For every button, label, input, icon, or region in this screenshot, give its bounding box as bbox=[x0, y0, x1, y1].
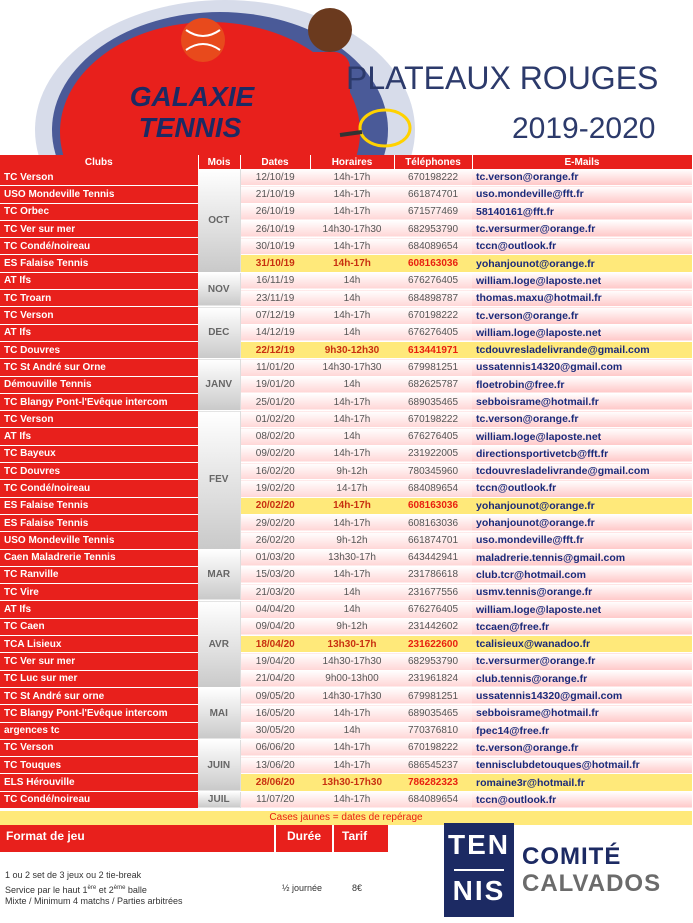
month-cell: MAI bbox=[198, 687, 240, 739]
phone-cell: 684089654 bbox=[394, 791, 472, 808]
email-link[interactable]: yohanjounot@orange.fr bbox=[472, 497, 692, 514]
phone-cell: 684089654 bbox=[394, 238, 472, 255]
club-cell: TC Verson bbox=[0, 307, 198, 324]
format-header: Format de jeu bbox=[0, 825, 274, 852]
phone-cell: 689035465 bbox=[394, 705, 472, 722]
time-cell: 14h-17h bbox=[310, 238, 394, 255]
club-cell: AT Ifs bbox=[0, 601, 198, 618]
phone-cell: 686545237 bbox=[394, 757, 472, 774]
date-cell: 28/06/20 bbox=[240, 774, 310, 791]
date-cell: 04/04/20 bbox=[240, 601, 310, 618]
table-row bbox=[0, 255, 692, 272]
time-cell: 14h-17h bbox=[310, 791, 394, 808]
tarif-header: Tarif bbox=[334, 825, 388, 852]
phone-cell: 231442602 bbox=[394, 618, 472, 635]
tennis-logo bbox=[444, 823, 514, 917]
email-link[interactable]: tc.verson@orange.fr bbox=[472, 739, 692, 756]
phone-cell: 643442941 bbox=[394, 549, 472, 566]
email-link[interactable]: ussatennis14320@gmail.com bbox=[472, 687, 692, 704]
phone-cell: 670198222 bbox=[394, 307, 472, 324]
email-link[interactable]: club.tcr@hotmail.com bbox=[472, 566, 692, 583]
date-cell: 20/02/20 bbox=[240, 497, 310, 514]
date-cell: 25/01/20 bbox=[240, 393, 310, 410]
email-link[interactable]: thomas.maxu@hotmail.fr bbox=[472, 290, 692, 307]
kid-body bbox=[298, 52, 350, 122]
logo-line2: TENNIS bbox=[138, 112, 242, 143]
club-cell: AT Ifs bbox=[0, 272, 198, 289]
time-cell: 14h-17h bbox=[310, 566, 394, 583]
email-link[interactable]: tennisclubdetouques@hotmail.fr bbox=[472, 757, 692, 774]
month-cell: FEV bbox=[198, 411, 240, 549]
date-cell: 29/02/20 bbox=[240, 514, 310, 531]
time-cell: 14h bbox=[310, 376, 394, 393]
table-row bbox=[0, 272, 692, 289]
table-row bbox=[0, 376, 692, 393]
date-cell: 16/05/20 bbox=[240, 705, 310, 722]
table-row bbox=[0, 480, 692, 497]
email-link[interactable]: club.tennis@orange.fr bbox=[472, 670, 692, 687]
phone-cell: 231961824 bbox=[394, 670, 472, 687]
time-cell: 14h bbox=[310, 722, 394, 739]
tennis-ball-icon bbox=[181, 18, 225, 62]
logo-line1: GALAXIE bbox=[129, 81, 255, 112]
table-row bbox=[0, 549, 692, 566]
club-cell: AT Ifs bbox=[0, 324, 198, 341]
club-cell: TCA Lisieux bbox=[0, 636, 198, 653]
table-row bbox=[0, 670, 692, 687]
date-cell: 19/02/20 bbox=[240, 480, 310, 497]
club-cell: argences tc bbox=[0, 722, 198, 739]
club-cell: TC Condé/noireau bbox=[0, 480, 198, 497]
month-cell: OCT bbox=[198, 169, 240, 272]
table-row bbox=[0, 186, 692, 203]
date-cell: 11/01/20 bbox=[240, 359, 310, 376]
month-cell: JUIL bbox=[198, 791, 240, 808]
date-cell: 21/10/19 bbox=[240, 186, 310, 203]
time-cell: 14-17h bbox=[310, 480, 394, 497]
col-header-mois: Mois bbox=[198, 155, 240, 169]
date-cell: 13/06/20 bbox=[240, 757, 310, 774]
email-link[interactable]: tc.verson@orange.fr bbox=[472, 307, 692, 324]
time-cell: 9h-12h bbox=[310, 618, 394, 635]
date-cell: 16/02/20 bbox=[240, 463, 310, 480]
time-cell: 13h30-17h30 bbox=[310, 774, 394, 791]
email-link[interactable]: william.loge@laposte.net bbox=[472, 601, 692, 618]
club-cell: TC St André sur orne bbox=[0, 687, 198, 704]
month-cell: NOV bbox=[198, 272, 240, 307]
date-cell: 14/12/19 bbox=[240, 324, 310, 341]
time-cell: 14h30-17h30 bbox=[310, 687, 394, 704]
time-cell: 9h-12h bbox=[310, 532, 394, 549]
time-cell: 14h bbox=[310, 272, 394, 289]
date-cell: 19/04/20 bbox=[240, 653, 310, 670]
format-rule-1: 1 ou 2 set de 3 jeux ou 2 tie-break bbox=[5, 870, 142, 880]
club-cell: TC Troarn bbox=[0, 290, 198, 307]
table-row bbox=[0, 341, 692, 358]
phone-cell: 679981251 bbox=[394, 687, 472, 704]
email-link[interactable]: fpec14@free.fr bbox=[472, 722, 692, 739]
phone-cell: 670198222 bbox=[394, 739, 472, 756]
club-cell: TC Verson bbox=[0, 411, 198, 428]
email-link[interactable]: yohanjounot@orange.fr bbox=[472, 255, 692, 272]
club-cell: TC Bayeux bbox=[0, 445, 198, 462]
duree-value: ½ journée bbox=[282, 883, 323, 893]
table-row bbox=[0, 514, 692, 531]
table-row bbox=[0, 705, 692, 722]
club-cell: TC Condé/noireau bbox=[0, 791, 198, 808]
phone-cell: 670198222 bbox=[394, 411, 472, 428]
time-cell: 14h-17h bbox=[310, 739, 394, 756]
email-link[interactable]: tc.verson@orange.fr bbox=[472, 411, 692, 428]
table-row bbox=[0, 220, 692, 237]
email-link[interactable]: william.loge@laposte.net bbox=[472, 272, 692, 289]
email-link[interactable]: tc.versurmer@orange.fr bbox=[472, 653, 692, 670]
time-cell: 14h-17h bbox=[310, 411, 394, 428]
table-row bbox=[0, 739, 692, 756]
phone-cell: 682953790 bbox=[394, 653, 472, 670]
date-cell: 22/12/19 bbox=[240, 341, 310, 358]
calvados-text: CALVADOS bbox=[522, 870, 662, 897]
club-cell: TC Blangy Pont-l'Evêque intercom bbox=[0, 393, 198, 410]
phone-cell: 231786618 bbox=[394, 566, 472, 583]
date-cell: 01/03/20 bbox=[240, 549, 310, 566]
time-cell: 14h-17h bbox=[310, 255, 394, 272]
time-cell: 14h-17h bbox=[310, 307, 394, 324]
time-cell: 13h30-17h bbox=[310, 549, 394, 566]
phone-cell: 689035465 bbox=[394, 393, 472, 410]
table-row bbox=[0, 445, 692, 462]
table-row bbox=[0, 636, 692, 653]
date-cell: 30/10/19 bbox=[240, 238, 310, 255]
email-link[interactable]: maladrerie.tennis@gmail.com bbox=[472, 549, 692, 566]
club-cell: USO Mondeville Tennis bbox=[0, 186, 198, 203]
date-cell: 26/10/19 bbox=[240, 220, 310, 237]
table-row bbox=[0, 584, 692, 601]
email-link[interactable]: william.loge@laposte.net bbox=[472, 428, 692, 445]
logo-divider bbox=[454, 869, 504, 871]
phone-cell: 676276405 bbox=[394, 272, 472, 289]
email-link[interactable]: tcalisieux@wanadoo.fr bbox=[472, 636, 692, 653]
date-cell: 16/11/19 bbox=[240, 272, 310, 289]
club-cell: TC Blangy Pont-l'Evêque intercom bbox=[0, 705, 198, 722]
table-row bbox=[0, 566, 692, 583]
club-cell: TC Touques bbox=[0, 757, 198, 774]
phone-cell: 231922005 bbox=[394, 445, 472, 462]
club-cell: AT Ifs bbox=[0, 428, 198, 445]
club-cell: TC Verson bbox=[0, 169, 198, 186]
table-row bbox=[0, 290, 692, 307]
schedule-table bbox=[0, 155, 693, 809]
time-cell: 13h30-17h bbox=[310, 636, 394, 653]
phone-cell: 608163036 bbox=[394, 497, 472, 514]
club-cell: TC Caen bbox=[0, 618, 198, 635]
club-cell: Caen Maladrerie Tennis bbox=[0, 549, 198, 566]
date-cell: 07/12/19 bbox=[240, 307, 310, 324]
phone-cell: 671577469 bbox=[394, 203, 472, 220]
email-link[interactable]: romaine3r@hotmail.fr bbox=[472, 774, 692, 791]
table-row bbox=[0, 497, 692, 514]
table-row bbox=[0, 757, 692, 774]
email-link[interactable]: usmv.tennis@orange.fr bbox=[472, 584, 692, 601]
club-cell: ES Falaise Tennis bbox=[0, 514, 198, 531]
time-cell: 14h bbox=[310, 428, 394, 445]
date-cell: 09/02/20 bbox=[240, 445, 310, 462]
table-row bbox=[0, 463, 692, 480]
month-cell: JUIN bbox=[198, 739, 240, 791]
club-cell: TC Orbec bbox=[0, 203, 198, 220]
phone-cell: 670198222 bbox=[394, 169, 472, 186]
phone-cell: 676276405 bbox=[394, 324, 472, 341]
time-cell: 14h30-17h30 bbox=[310, 220, 394, 237]
phone-cell: 682625787 bbox=[394, 376, 472, 393]
date-cell: 08/02/20 bbox=[240, 428, 310, 445]
table-row bbox=[0, 653, 692, 670]
club-cell: TC Douvres bbox=[0, 463, 198, 480]
table-row bbox=[0, 618, 692, 635]
date-cell: 19/01/20 bbox=[240, 376, 310, 393]
club-cell: TC Verson bbox=[0, 739, 198, 756]
phone-cell: 613441971 bbox=[394, 341, 472, 358]
month-cell: JANV bbox=[198, 359, 240, 411]
month-cell: MAR bbox=[198, 549, 240, 601]
phone-cell: 676276405 bbox=[394, 601, 472, 618]
email-link[interactable]: tccaen@free.fr bbox=[472, 618, 692, 635]
date-cell: 01/02/20 bbox=[240, 411, 310, 428]
table-header-row bbox=[0, 155, 692, 169]
email-link[interactable]: 58140161@fft.fr bbox=[472, 203, 692, 220]
time-cell: 14h30-17h30 bbox=[310, 359, 394, 376]
time-cell: 9h-12h bbox=[310, 463, 394, 480]
tarif-value: 8€ bbox=[352, 883, 363, 893]
col-header-telephones: Téléphones bbox=[394, 155, 472, 169]
club-cell: ES Falaise Tennis bbox=[0, 255, 198, 272]
logo-ten: TEN bbox=[448, 829, 510, 860]
email-link[interactable]: yohanjounot@orange.fr bbox=[472, 514, 692, 531]
time-cell: 14h-17h bbox=[310, 705, 394, 722]
time-cell: 9h00-13h00 bbox=[310, 670, 394, 687]
email-link[interactable]: uso.mondeville@fft.fr bbox=[472, 532, 692, 549]
title-line1: PLATEAUX ROUGES bbox=[346, 60, 659, 96]
date-cell: 26/02/20 bbox=[240, 532, 310, 549]
col-header-clubs: Clubs bbox=[0, 155, 198, 169]
time-cell: 14h-17h bbox=[310, 445, 394, 462]
title-line2: 2019-2020 bbox=[512, 112, 656, 145]
club-cell: TC Luc sur mer bbox=[0, 670, 198, 687]
email-link[interactable]: tc.versurmer@orange.fr bbox=[472, 220, 692, 237]
table-row bbox=[0, 722, 692, 739]
date-cell: 12/10/19 bbox=[240, 169, 310, 186]
date-cell: 21/04/20 bbox=[240, 670, 310, 687]
email-link[interactable]: sebboisrame@hotmail.fr bbox=[472, 705, 692, 722]
date-cell: 09/04/20 bbox=[240, 618, 310, 635]
phone-cell: 682953790 bbox=[394, 220, 472, 237]
email-link[interactable]: tc.verson@orange.fr bbox=[472, 169, 692, 186]
club-cell: ELS Hérouville bbox=[0, 774, 198, 791]
time-cell: 14h-17h bbox=[310, 393, 394, 410]
table-row bbox=[0, 238, 692, 255]
month-cell: AVR bbox=[198, 601, 240, 687]
table-row bbox=[0, 393, 692, 410]
time-cell: 14h-17h bbox=[310, 497, 394, 514]
phone-cell: 780345960 bbox=[394, 463, 472, 480]
club-cell: TC Ver sur mer bbox=[0, 653, 198, 670]
phone-cell: 608163036 bbox=[394, 255, 472, 272]
date-cell: 23/11/19 bbox=[240, 290, 310, 307]
club-cell: USO Mondeville Tennis bbox=[0, 532, 198, 549]
email-link[interactable]: uso.mondeville@fft.fr bbox=[472, 186, 692, 203]
email-link[interactable]: ussatennis14320@gmail.com bbox=[472, 359, 692, 376]
email-link[interactable]: william.loge@laposte.net bbox=[472, 324, 692, 341]
club-cell: TC Vire bbox=[0, 584, 198, 601]
time-cell: 14h bbox=[310, 601, 394, 618]
table-row bbox=[0, 532, 692, 549]
phone-cell: 676276405 bbox=[394, 428, 472, 445]
format-rule-2: Service par le haut 1ère et 2ème balle bbox=[5, 885, 147, 895]
time-cell: 14h bbox=[310, 584, 394, 601]
date-cell: 30/05/20 bbox=[240, 722, 310, 739]
kid-head bbox=[308, 8, 352, 52]
time-cell: 14h30-17h30 bbox=[310, 653, 394, 670]
date-cell: 09/05/20 bbox=[240, 687, 310, 704]
email-link[interactable]: tcdouvresladelivrande@gmail.com bbox=[472, 463, 692, 480]
logo-nis: NIS bbox=[452, 875, 506, 906]
date-cell: 06/06/20 bbox=[240, 739, 310, 756]
table-row bbox=[0, 601, 692, 618]
club-cell: TC Condé/noireau bbox=[0, 238, 198, 255]
phone-cell: 770376810 bbox=[394, 722, 472, 739]
phone-cell: 786282323 bbox=[394, 774, 472, 791]
email-link[interactable]: floetrobin@free.fr bbox=[472, 376, 692, 393]
comite-text: COMITÉ bbox=[522, 843, 622, 870]
phone-cell: 679981251 bbox=[394, 359, 472, 376]
time-cell: 14h-17h bbox=[310, 514, 394, 531]
phone-cell: 661874701 bbox=[394, 186, 472, 203]
date-cell: 21/03/20 bbox=[240, 584, 310, 601]
phone-cell: 661874701 bbox=[394, 532, 472, 549]
email-link[interactable]: directionsportivetcb@fft.fr bbox=[472, 445, 692, 462]
club-cell: Démouville Tennis bbox=[0, 376, 198, 393]
club-cell: TC St André sur Orne bbox=[0, 359, 198, 376]
time-cell: 14h bbox=[310, 290, 394, 307]
table-row bbox=[0, 324, 692, 341]
table-row bbox=[0, 307, 692, 324]
table-row bbox=[0, 169, 692, 186]
month-cell: DEC bbox=[198, 307, 240, 359]
time-cell: 14h-17h bbox=[310, 186, 394, 203]
col-header-emails: E-Mails bbox=[472, 155, 692, 169]
phone-cell: 684898787 bbox=[394, 290, 472, 307]
date-cell: 31/10/19 bbox=[240, 255, 310, 272]
legend-note: Cases jaunes = dates de repérage bbox=[0, 811, 692, 825]
table-row bbox=[0, 774, 692, 791]
table-row bbox=[0, 203, 692, 220]
header bbox=[0, 0, 693, 155]
time-cell: 14h-17h bbox=[310, 757, 394, 774]
schedule-body bbox=[0, 169, 692, 808]
phone-cell: 608163036 bbox=[394, 514, 472, 531]
email-link[interactable]: tcdouvresladelivrande@gmail.com bbox=[472, 341, 692, 358]
col-header-horaires: Horaires bbox=[310, 155, 394, 169]
table-row bbox=[0, 687, 692, 704]
email-link[interactable]: tccn@outlook.fr bbox=[472, 791, 692, 808]
phone-cell: 231622600 bbox=[394, 636, 472, 653]
club-cell: ES Falaise Tennis bbox=[0, 497, 198, 514]
date-cell: 15/03/20 bbox=[240, 566, 310, 583]
date-cell: 18/04/20 bbox=[240, 636, 310, 653]
club-cell: TC Douvres bbox=[0, 341, 198, 358]
club-cell: TC Ver sur mer bbox=[0, 220, 198, 237]
time-cell: 14h-17h bbox=[310, 169, 394, 186]
col-header-dates: Dates bbox=[240, 155, 310, 169]
time-cell: 14h bbox=[310, 324, 394, 341]
table-row bbox=[0, 359, 692, 376]
table-row bbox=[0, 411, 692, 428]
phone-cell: 231677556 bbox=[394, 584, 472, 601]
email-link[interactable]: tccn@outlook.fr bbox=[472, 480, 692, 497]
club-cell: TC Ranville bbox=[0, 566, 198, 583]
email-link[interactable]: sebboisrame@hotmail.fr bbox=[472, 393, 692, 410]
format-rule-3: Mixte / Minimum 4 matchs / Parties arbitrées bbox=[5, 896, 183, 906]
phone-cell: 684089654 bbox=[394, 480, 472, 497]
table-row bbox=[0, 428, 692, 445]
time-cell: 14h-17h bbox=[310, 203, 394, 220]
date-cell: 26/10/19 bbox=[240, 203, 310, 220]
duree-header: Durée bbox=[276, 825, 332, 852]
email-link[interactable]: tccn@outlook.fr bbox=[472, 238, 692, 255]
date-cell: 11/07/20 bbox=[240, 791, 310, 808]
time-cell: 9h30-12h30 bbox=[310, 341, 394, 358]
table-row bbox=[0, 791, 692, 808]
